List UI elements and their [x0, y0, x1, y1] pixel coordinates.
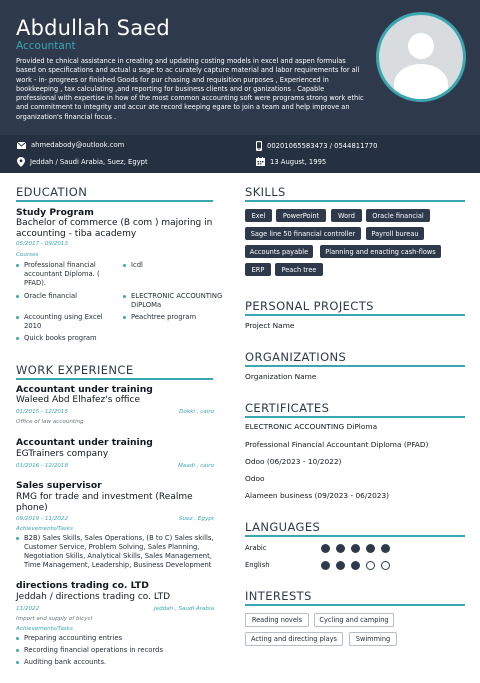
interest-tag: Cycling and camping — [314, 613, 394, 627]
skill-tag: Planning and enacting cash-flows — [320, 245, 441, 258]
skill-tag: Oracle financial — [366, 209, 430, 222]
job-dates: 11/2022 — [16, 606, 40, 612]
skill-tag: Payroll bureau — [366, 227, 424, 240]
language-name: Arabic — [245, 544, 267, 552]
job-location: Suez , Egypt — [179, 516, 214, 522]
course-item: Quick books program — [16, 334, 116, 343]
avatar-placeholder-icon — [379, 15, 463, 99]
education-dates: 05/2017 - 09/2013 — [16, 241, 69, 247]
certificates-heading: CERTIFICATES — [245, 401, 330, 415]
interest-tag: Swimming — [349, 632, 397, 646]
level-dot — [321, 544, 330, 553]
education-heading: EDUCATION — [16, 185, 88, 199]
achievements-label: Achievements/Tasks — [16, 626, 73, 632]
level-dot — [336, 544, 345, 553]
project-item: Project Name — [245, 321, 295, 330]
achievement-item: B2B) Sales Skills, Sales Operations, (B to C) Sales skills, Customer Service, Problem Solving, Sales Planning, Negotiation Skills, Analytical Skills, Sales Management, Time Management, Leadership, Business Development — [16, 534, 216, 570]
job-company: RMG for trade and investment (Realme phone) — [16, 492, 193, 513]
job-dates: 09/2019 - 11/2022 — [16, 516, 69, 522]
language-name: English — [245, 561, 270, 569]
contact-email[interactable] — [17, 141, 124, 149]
organizations-heading: ORGANIZATIONS — [245, 350, 347, 364]
skill-tag: Peach tree — [275, 263, 323, 276]
summary: Provided te chnical assistance in creating and updating costing models in excel and aspen formulas based on specifications and actual u sage to ac curately capture material and labor requirements for all work - in- progrees or finished Goods for pur chasing and requisition purposes , Experienced in bookkeeping , tax calculating ,and reporting for business clients and or ganizations . Capable professional with expertise in how of the most common accounting soft were programs strong work ethic and commitment to integrity and accur ate record keeping egare to join a team and help improve an organization's financial focus . — [16, 57, 364, 121]
email-icon — [17, 142, 26, 149]
education-degree: Bachelor of commerce (B com ) majoring in accounting - tiba academy — [16, 218, 213, 239]
achievement-item: Preparing accounting entries — [16, 634, 216, 643]
skills-heading: SKILLS — [245, 185, 286, 199]
phone-icon — [256, 141, 262, 151]
course-item: Professional financial accountant Diploma. ( PFAD). — [16, 261, 116, 288]
certificate-item: Professional Financial Accountant Diploma (PFAD) — [245, 440, 429, 449]
skill-tag: Word — [331, 209, 362, 222]
projects-heading: PERSONAL PROJECTS — [245, 299, 374, 313]
certificates-rule — [245, 416, 465, 418]
interest-tag: Acting and directing plays — [245, 632, 343, 646]
calendar-icon — [256, 157, 265, 166]
job-dates: 01/2015 - 12/2015 — [16, 409, 69, 415]
education-rule — [16, 200, 213, 202]
email-text: ahmedabody@outlook.com — [31, 141, 125, 149]
job-title: Accountant under training — [16, 437, 153, 448]
skill-tag: Exel — [245, 209, 272, 222]
job-title: directions trading co. LTD — [16, 580, 149, 591]
header — [0, 0, 480, 135]
contact-bar — [0, 135, 480, 173]
level-dot — [366, 561, 375, 570]
level-dot — [351, 544, 360, 553]
work-heading: WORK EXPERIENCE — [16, 363, 134, 377]
job-company: Waleed Abd Elhafez's office — [16, 395, 140, 405]
skill-tag: PowerPoint — [276, 209, 326, 222]
achievement-item: Auditing bank accounts. — [16, 658, 216, 667]
job-title: Accountant — [16, 40, 76, 52]
languages-heading: LANGUAGES — [245, 520, 321, 534]
job-company: Jeddah / directions trading co. LTD — [16, 592, 171, 602]
interests-heading: INTERESTS — [245, 589, 312, 603]
course-item: ELECTRONIC ACCOUNTING DiPLOMa — [123, 292, 223, 310]
job-title: Accountant under training — [16, 384, 153, 395]
level-dot — [336, 561, 345, 570]
job-location: Jeddah , Saudi Arabia — [154, 606, 214, 612]
location-icon — [17, 157, 25, 167]
organization-item: Organization Name — [245, 372, 317, 381]
job-description: Office of law accounting — [16, 419, 84, 425]
skills-rule — [245, 200, 465, 202]
skill-tag: ERP — [245, 263, 271, 276]
skill-tag: Accounts payable — [245, 245, 313, 258]
level-dot — [321, 561, 330, 570]
work-rule — [16, 378, 213, 380]
contact-location — [17, 157, 148, 167]
location-text: Jeddah / Saudi Arabia, Suez, Egypt — [30, 158, 148, 166]
course-item: Oracle financial — [16, 292, 116, 301]
organizations-rule — [245, 365, 465, 367]
contact-birthdate — [256, 157, 326, 166]
certificate-item: Odoo (06/2023 - 10/2022) — [245, 457, 342, 466]
interest-tag: Reading novels — [245, 613, 309, 627]
projects-rule — [245, 314, 465, 316]
level-dot — [381, 544, 390, 553]
certificate-item: ELECTRONIC ACCOUNTING DiPloma — [245, 422, 378, 431]
courses-label: Courses — [16, 252, 39, 258]
achievements-label: Achievements/Tasks — [16, 526, 73, 532]
level-dot — [351, 561, 360, 570]
course-item: Icdl — [123, 261, 213, 270]
job-company: EGTrainers company — [16, 449, 109, 459]
course-item: Accounting using Excel 2010 — [16, 313, 116, 331]
birthdate-text: 13 August, 1995 — [270, 157, 327, 166]
certificate-item: Alameen business (09/2023 - 06/2023) — [245, 491, 390, 500]
job-location: Dokki , cairo — [179, 409, 214, 415]
job-dates: 01/2016 - 12/2018 — [16, 463, 69, 469]
avatar — [376, 12, 466, 102]
certificate-item: Odoo — [245, 474, 265, 483]
skill-tag: Sage line 50 financial controller — [245, 227, 361, 240]
level-dot — [381, 561, 390, 570]
phone-text: 00201065583473 / 0544811770 — [267, 142, 378, 150]
course-item: Peachtree program — [123, 313, 223, 322]
languages-rule — [245, 535, 465, 537]
job-title: Sales supervisor — [16, 480, 102, 491]
interests-rule — [245, 604, 465, 606]
job-location: Maadi , cairo — [178, 463, 214, 469]
candidate-name: Abdullah Saed — [16, 16, 170, 40]
level-dot — [366, 544, 375, 553]
job-description: Import and supply of bicycl — [16, 616, 93, 622]
achievement-item: Recording financial operations in records — [16, 646, 216, 655]
contact-phone[interactable] — [256, 141, 377, 151]
education-program: Study Program — [16, 207, 94, 218]
